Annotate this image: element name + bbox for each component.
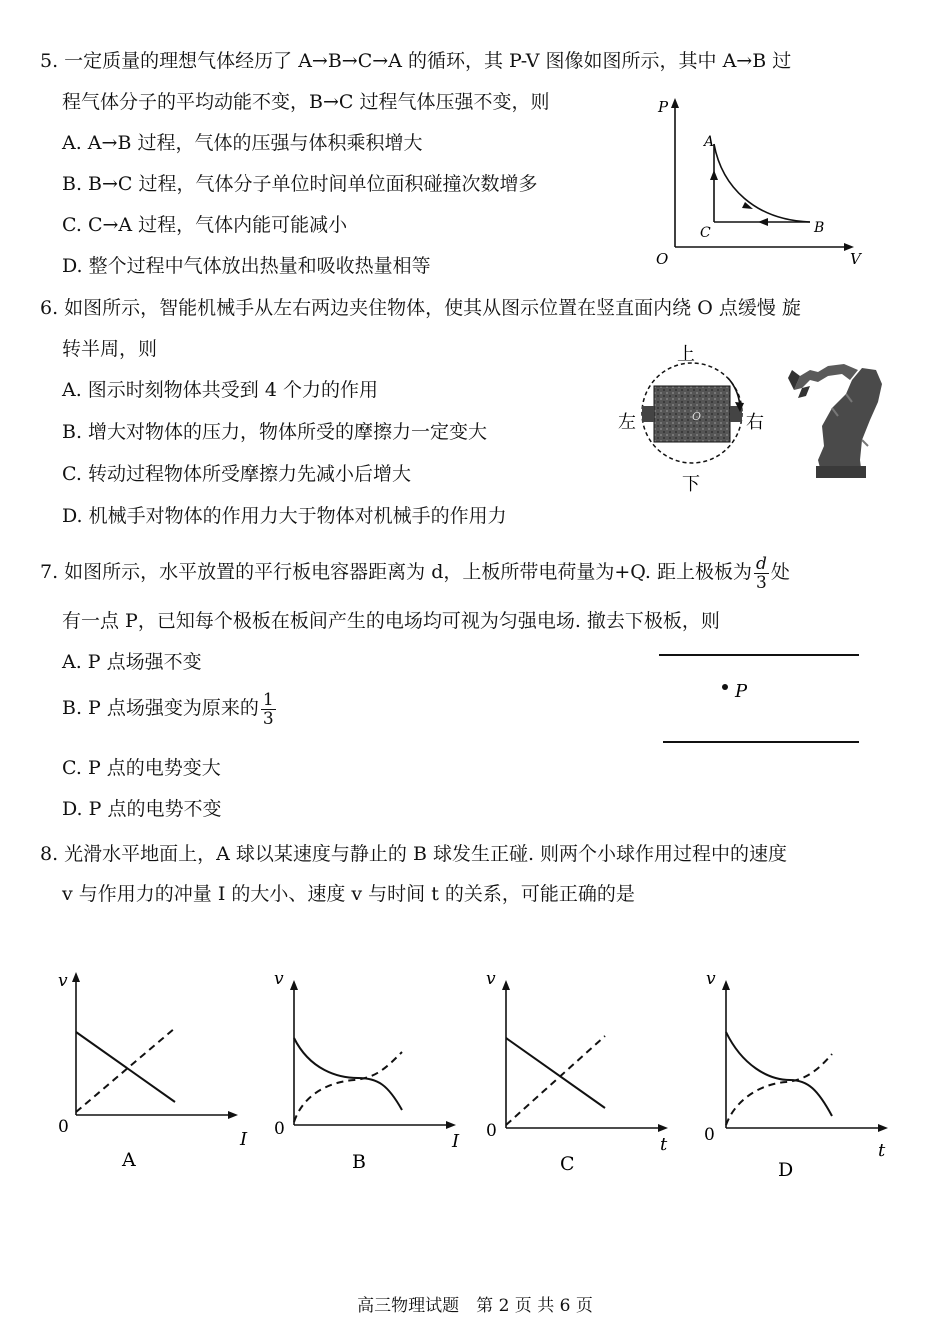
q7-option-b — [62, 688, 278, 728]
q6-label-right: 右 — [746, 412, 764, 433]
q6-option-c: C. 转动过程物体所受摩擦力先减小后增大 — [62, 463, 411, 485]
q7-frac-num: d — [756, 553, 767, 574]
q5-option-d: D. 整个过程中气体放出热量和吸收热量相等 — [62, 255, 431, 277]
q7-frac-den: 3 — [756, 572, 767, 593]
q7-option-b-den: 3 — [262, 708, 274, 729]
q7-option-b-num: 1 — [262, 689, 274, 710]
q8-graph-d-solid-curve — [726, 1032, 832, 1116]
q7-option-c: C. P 点的电势变大 — [62, 757, 221, 779]
q5-pv-diagram — [650, 92, 870, 272]
q8-graph-b-origin: 0 — [274, 1119, 285, 1139]
q6-center-o-label: O — [692, 410, 702, 423]
q8-graph-c-origin: 0 — [486, 1121, 497, 1141]
q8-graph-d-y-label: v — [706, 969, 716, 989]
q8-graph-b-y-label: v — [274, 969, 284, 989]
q5-origin-label: O — [656, 250, 669, 268]
q7-stem-line2: 有一点 P，已知每个极板在板间产生的电场均可视为匀强电场. 撤去下极板，则 — [62, 610, 720, 632]
q8-graph-c-label: C — [560, 1153, 575, 1175]
q5-axis-v-label: V — [850, 250, 861, 268]
q5-option-c: C. C→A 过程，气体内能可能减小 — [62, 214, 348, 236]
q7-fraction-d-over-3 — [754, 555, 769, 592]
q6-stem-line2: 转半周，则 — [62, 338, 158, 360]
q5-point-b-label: B — [814, 220, 825, 236]
q8-graph-a-y-label: v — [58, 971, 68, 991]
page-footer: 高三物理试题 第 2 页 共 6 页 — [357, 1296, 593, 1316]
q8-stem-line2: v 与作用力的冲量 I 的大小、速度 v 与时间 t 的关系，可能正确的是 — [62, 883, 635, 905]
q8-graph-a-origin: 0 — [58, 1117, 69, 1137]
q5-option-a: A. A→B 过程，气体的压强与体积乘积增大 — [62, 132, 423, 154]
q5-axis-p-label: P — [658, 98, 669, 116]
q7-stem-text-before: 7. 如图所示，水平放置的平行板电容器距离为 d，上板所带电荷量为+Q. 距上极板为 — [40, 561, 753, 583]
q8-graph-d-dashed-curve — [726, 1054, 832, 1125]
q8-graph-a-x-label: I — [240, 1129, 248, 1150]
q6-option-d: D. 机械手对物体的作用力大于物体对机械手的作用力 — [62, 505, 507, 527]
q6-label-bottom: 下 — [682, 474, 700, 495]
q7-stem-text-after: 处 — [770, 561, 790, 583]
q8-stem-line1: 8. 光滑水平地面上，A 球以某速度与静止的 B 球发生正碰. 则两个小球作用过程中的速度 — [40, 843, 788, 865]
q5-option-b: B. B→C 过程，气体分子单位时间单位面积碰撞次数增多 — [62, 173, 538, 195]
q8-graph-c — [470, 960, 685, 1175]
q5-stem-line2: 程气体分子的平均动能不变，B→C 过程气体压强不变，则 — [62, 91, 550, 113]
q8-graph-d-label: D — [778, 1159, 794, 1181]
q7-point-p-dot — [722, 684, 728, 690]
q8-graph-c-x-label: t — [660, 1134, 668, 1155]
q7-fraction-1-over-3 — [261, 691, 276, 728]
q5-stem-line1: 5. 一定质量的理想气体经历了 A→B→C→A 的循环，其 P-V 图像如图所示，其中 A→B 过 — [40, 50, 792, 72]
q8-graph-d-x-label: t — [878, 1140, 886, 1161]
q6-option-b: B. 增大对物体的压力，物体所受的摩擦力一定变大 — [62, 421, 488, 443]
q5-point-c-label: C — [700, 225, 711, 241]
q8-graph-b-x-label: I — [452, 1131, 460, 1152]
q5-point-a-label: A — [704, 134, 715, 150]
q8-graph-b-label: B — [352, 1151, 366, 1173]
q8-graph-d — [690, 960, 905, 1180]
q6-rotation-diagram — [612, 338, 782, 498]
q7-capacitor-diagram — [655, 645, 865, 750]
q7-option-a: A. P 点场强不变 — [62, 651, 202, 673]
q8-graph-a-dashed-line — [76, 1028, 175, 1112]
q8-graph-d-origin: 0 — [704, 1125, 715, 1145]
q6-option-a: A. 图示时刻物体共受到 4 个力的作用 — [62, 379, 378, 401]
q6-label-top: 上 — [677, 344, 695, 365]
q8-graph-b-solid-curve — [294, 1038, 402, 1110]
q7-point-p-label: P — [735, 681, 748, 702]
q8-graph-c-y-label: v — [486, 969, 496, 989]
q8-graph-a-solid-line — [76, 1032, 175, 1102]
q7-option-d: D. P 点的电势不变 — [62, 798, 222, 820]
q7-stem-line1 — [40, 552, 790, 592]
q7-option-b-text: B. P 点场强变为原来的 — [62, 697, 259, 719]
q6-stem-line1: 6. 如图所示，智能机械手从左右两边夹住物体，使其从图示位置在竖直面内绕 O 点缓慢 旋 — [40, 297, 801, 319]
q8-graph-b — [258, 960, 473, 1175]
q8-graph-a — [40, 960, 255, 1175]
robot-arm-image — [788, 350, 888, 480]
q6-label-left: 左 — [618, 412, 636, 433]
q8-graph-a-label: A — [122, 1149, 136, 1171]
